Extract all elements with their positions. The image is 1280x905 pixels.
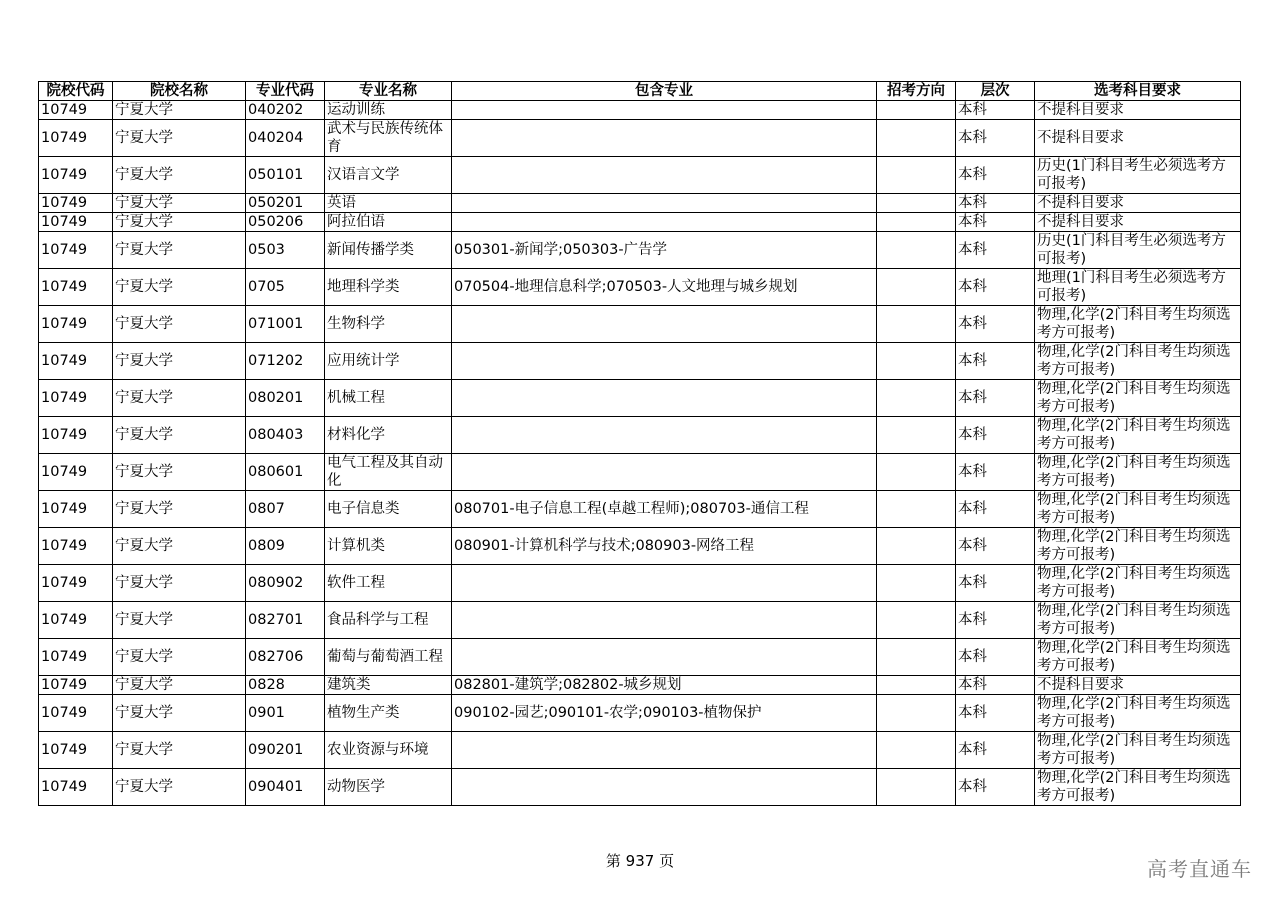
direction-cell [877,695,956,732]
school-name-cell: 宁夏大学 [113,194,246,213]
table-row [39,602,1241,639]
major-name-cell: 武术与民族传统体育 [325,120,452,157]
table-row [39,565,1241,602]
school-name-cell: 宁夏大学 [113,491,246,528]
header-school-name: 院校名称 [113,82,246,101]
table-row [39,695,1241,732]
table-row [39,213,1241,232]
school-name-cell: 宁夏大学 [113,528,246,565]
school-code-cell: 10749 [39,676,113,695]
direction-cell [877,213,956,232]
direction-cell [877,120,956,157]
included-majors-cell [452,343,877,380]
header-school-code: 院校代码 [39,82,113,101]
school-code-cell: 10749 [39,639,113,676]
direction-cell [877,232,956,269]
school-name-cell: 宁夏大学 [113,676,246,695]
direction-cell [877,454,956,491]
level-cell: 本科 [956,676,1035,695]
level-cell: 本科 [956,565,1035,602]
major-code-cell: 080403 [246,417,325,454]
school-name-cell: 宁夏大学 [113,101,246,120]
major-code-cell: 050201 [246,194,325,213]
major-name-cell: 新闻传播学类 [325,232,452,269]
major-code-cell: 0705 [246,269,325,306]
subject-requirement-cell: 物理,化学(2门科目考生均须选考方可报考) [1035,380,1241,417]
included-majors-cell [452,732,877,769]
major-code-cell: 071202 [246,343,325,380]
direction-cell [877,380,956,417]
subject-requirement-cell: 不提科目要求 [1035,213,1241,232]
included-majors-cell: 070504-地理信息科学;070503-人文地理与城乡规划 [452,269,877,306]
included-majors-cell [452,417,877,454]
table-row [39,676,1241,695]
major-code-cell: 0809 [246,528,325,565]
major-code-cell: 0807 [246,491,325,528]
school-code-cell: 10749 [39,157,113,194]
subject-requirement-cell: 物理,化学(2门科目考生均须选考方可报考) [1035,769,1241,806]
direction-cell [877,194,956,213]
level-cell: 本科 [956,769,1035,806]
school-name-cell: 宁夏大学 [113,639,246,676]
direction-cell [877,769,956,806]
included-majors-cell [452,213,877,232]
table-row [39,380,1241,417]
school-code-cell: 10749 [39,101,113,120]
school-code-cell: 10749 [39,343,113,380]
watermark: 高考直通车 [1147,857,1252,881]
direction-cell [877,639,956,676]
level-cell: 本科 [956,194,1035,213]
major-code-cell: 082701 [246,602,325,639]
subject-requirement-cell: 物理,化学(2门科目考生均须选考方可报考) [1035,491,1241,528]
level-cell: 本科 [956,213,1035,232]
subject-requirement-cell: 不提科目要求 [1035,120,1241,157]
header-included-majors: 包含专业 [452,82,877,101]
direction-cell [877,306,956,343]
major-code-cell: 080902 [246,565,325,602]
table-row [39,769,1241,806]
table-row [39,417,1241,454]
major-name-cell: 材料化学 [325,417,452,454]
table-row [39,343,1241,380]
school-name-cell: 宁夏大学 [113,454,246,491]
direction-cell [877,565,956,602]
school-code-cell: 10749 [39,528,113,565]
school-name-cell: 宁夏大学 [113,565,246,602]
subject-requirement-cell: 不提科目要求 [1035,676,1241,695]
level-cell: 本科 [956,732,1035,769]
table-row [39,269,1241,306]
included-majors-cell: 080701-电子信息工程(卓越工程师);080703-通信工程 [452,491,877,528]
header-direction: 招考方向 [877,82,956,101]
school-code-cell: 10749 [39,565,113,602]
level-cell: 本科 [956,232,1035,269]
major-name-cell: 阿拉伯语 [325,213,452,232]
direction-cell [877,343,956,380]
major-code-cell: 080201 [246,380,325,417]
subject-requirement-cell: 历史(1门科目考生必须选考方可报考) [1035,232,1241,269]
major-name-cell: 应用统计学 [325,343,452,380]
included-majors-cell [452,101,877,120]
school-code-cell: 10749 [39,380,113,417]
subject-requirement-cell: 历史(1门科目考生必须选考方可报考) [1035,157,1241,194]
direction-cell [877,491,956,528]
direction-cell [877,676,956,695]
major-code-cell: 0901 [246,695,325,732]
school-code-cell: 10749 [39,454,113,491]
subject-requirement-cell: 物理,化学(2门科目考生均须选考方可报考) [1035,602,1241,639]
school-name-cell: 宁夏大学 [113,602,246,639]
major-name-cell: 电气工程及其自动化 [325,454,452,491]
direction-cell [877,732,956,769]
major-code-cell: 0828 [246,676,325,695]
school-code-cell: 10749 [39,491,113,528]
school-name-cell: 宁夏大学 [113,213,246,232]
level-cell: 本科 [956,695,1035,732]
school-code-cell: 10749 [39,306,113,343]
major-name-cell: 机械工程 [325,380,452,417]
major-code-cell: 090201 [246,732,325,769]
header-level: 层次 [956,82,1035,101]
major-code-cell: 0503 [246,232,325,269]
major-name-cell: 软件工程 [325,565,452,602]
major-name-cell: 运动训练 [325,101,452,120]
included-majors-cell [452,769,877,806]
major-name-cell: 电子信息类 [325,491,452,528]
subject-requirement-cell: 物理,化学(2门科目考生均须选考方可报考) [1035,695,1241,732]
table-row [39,639,1241,676]
level-cell: 本科 [956,120,1035,157]
level-cell: 本科 [956,380,1035,417]
level-cell: 本科 [956,602,1035,639]
major-code-cell: 050101 [246,157,325,194]
major-name-cell: 食品科学与工程 [325,602,452,639]
table-row [39,454,1241,491]
school-name-cell: 宁夏大学 [113,232,246,269]
direction-cell [877,101,956,120]
direction-cell [877,157,956,194]
included-majors-cell [452,306,877,343]
table-body [39,101,1241,806]
subject-requirement-cell: 物理,化学(2门科目考生均须选考方可报考) [1035,528,1241,565]
included-majors-cell: 090102-园艺;090101-农学;090103-植物保护 [452,695,877,732]
school-code-cell: 10749 [39,120,113,157]
table-row [39,491,1241,528]
major-code-cell: 050206 [246,213,325,232]
school-name-cell: 宁夏大学 [113,695,246,732]
header-major-code: 专业代码 [246,82,325,101]
included-majors-cell [452,120,877,157]
header-row [39,82,1241,101]
direction-cell [877,417,956,454]
table-row [39,232,1241,269]
level-cell: 本科 [956,639,1035,676]
subject-requirement-cell: 物理,化学(2门科目考生均须选考方可报考) [1035,565,1241,602]
subject-requirement-cell: 物理,化学(2门科目考生均须选考方可报考) [1035,417,1241,454]
level-cell: 本科 [956,417,1035,454]
table-row [39,101,1241,120]
school-name-cell: 宁夏大学 [113,306,246,343]
school-code-cell: 10749 [39,194,113,213]
major-code-cell: 080601 [246,454,325,491]
school-name-cell: 宁夏大学 [113,120,246,157]
school-code-cell: 10749 [39,417,113,454]
subject-requirement-cell: 物理,化学(2门科目考生均须选考方可报考) [1035,639,1241,676]
school-name-cell: 宁夏大学 [113,380,246,417]
level-cell: 本科 [956,157,1035,194]
major-name-cell: 生物科学 [325,306,452,343]
included-majors-cell [452,380,877,417]
school-code-cell: 10749 [39,695,113,732]
table-row [39,306,1241,343]
subject-requirement-cell: 物理,化学(2门科目考生均须选考方可报考) [1035,306,1241,343]
included-majors-cell: 080901-计算机科学与技术;080903-网络工程 [452,528,877,565]
direction-cell [877,528,956,565]
school-code-cell: 10749 [39,769,113,806]
school-code-cell: 10749 [39,232,113,269]
header-subject-requirement: 选考科目要求 [1035,82,1241,101]
admission-table [38,81,1241,806]
page-number: 第 937 页 [605,852,675,870]
school-name-cell: 宁夏大学 [113,417,246,454]
school-name-cell: 宁夏大学 [113,769,246,806]
school-name-cell: 宁夏大学 [113,157,246,194]
header-major-name: 专业名称 [325,82,452,101]
school-code-cell: 10749 [39,213,113,232]
subject-requirement-cell: 物理,化学(2门科目考生均须选考方可报考) [1035,343,1241,380]
included-majors-cell: 050301-新闻学;050303-广告学 [452,232,877,269]
major-code-cell: 040202 [246,101,325,120]
level-cell: 本科 [956,269,1035,306]
table-row [39,157,1241,194]
included-majors-cell [452,454,877,491]
level-cell: 本科 [956,528,1035,565]
level-cell: 本科 [956,454,1035,491]
table-row [39,732,1241,769]
subject-requirement-cell: 物理,化学(2门科目考生均须选考方可报考) [1035,454,1241,491]
major-name-cell: 地理科学类 [325,269,452,306]
subject-requirement-cell: 物理,化学(2门科目考生均须选考方可报考) [1035,732,1241,769]
included-majors-cell [452,565,877,602]
major-code-cell: 040204 [246,120,325,157]
subject-requirement-cell: 地理(1门科目考生必须选考方可报考) [1035,269,1241,306]
school-code-cell: 10749 [39,732,113,769]
included-majors-cell: 082801-建筑学;082802-城乡规划 [452,676,877,695]
major-code-cell: 082706 [246,639,325,676]
level-cell: 本科 [956,101,1035,120]
major-code-cell: 090401 [246,769,325,806]
direction-cell [877,269,956,306]
subject-requirement-cell: 不提科目要求 [1035,194,1241,213]
direction-cell [877,602,956,639]
school-name-cell: 宁夏大学 [113,269,246,306]
major-name-cell: 英语 [325,194,452,213]
table-row [39,194,1241,213]
major-code-cell: 071001 [246,306,325,343]
major-name-cell: 植物生产类 [325,695,452,732]
level-cell: 本科 [956,491,1035,528]
table-row [39,528,1241,565]
included-majors-cell [452,639,877,676]
school-name-cell: 宁夏大学 [113,732,246,769]
level-cell: 本科 [956,306,1035,343]
level-cell: 本科 [956,343,1035,380]
major-name-cell: 计算机类 [325,528,452,565]
school-code-cell: 10749 [39,269,113,306]
major-name-cell: 汉语言文学 [325,157,452,194]
major-name-cell: 葡萄与葡萄酒工程 [325,639,452,676]
included-majors-cell [452,194,877,213]
included-majors-cell [452,157,877,194]
major-name-cell: 建筑类 [325,676,452,695]
major-name-cell: 农业资源与环境 [325,732,452,769]
table-row [39,120,1241,157]
school-name-cell: 宁夏大学 [113,343,246,380]
subject-requirement-cell: 不提科目要求 [1035,101,1241,120]
school-code-cell: 10749 [39,602,113,639]
included-majors-cell [452,602,877,639]
major-name-cell: 动物医学 [325,769,452,806]
